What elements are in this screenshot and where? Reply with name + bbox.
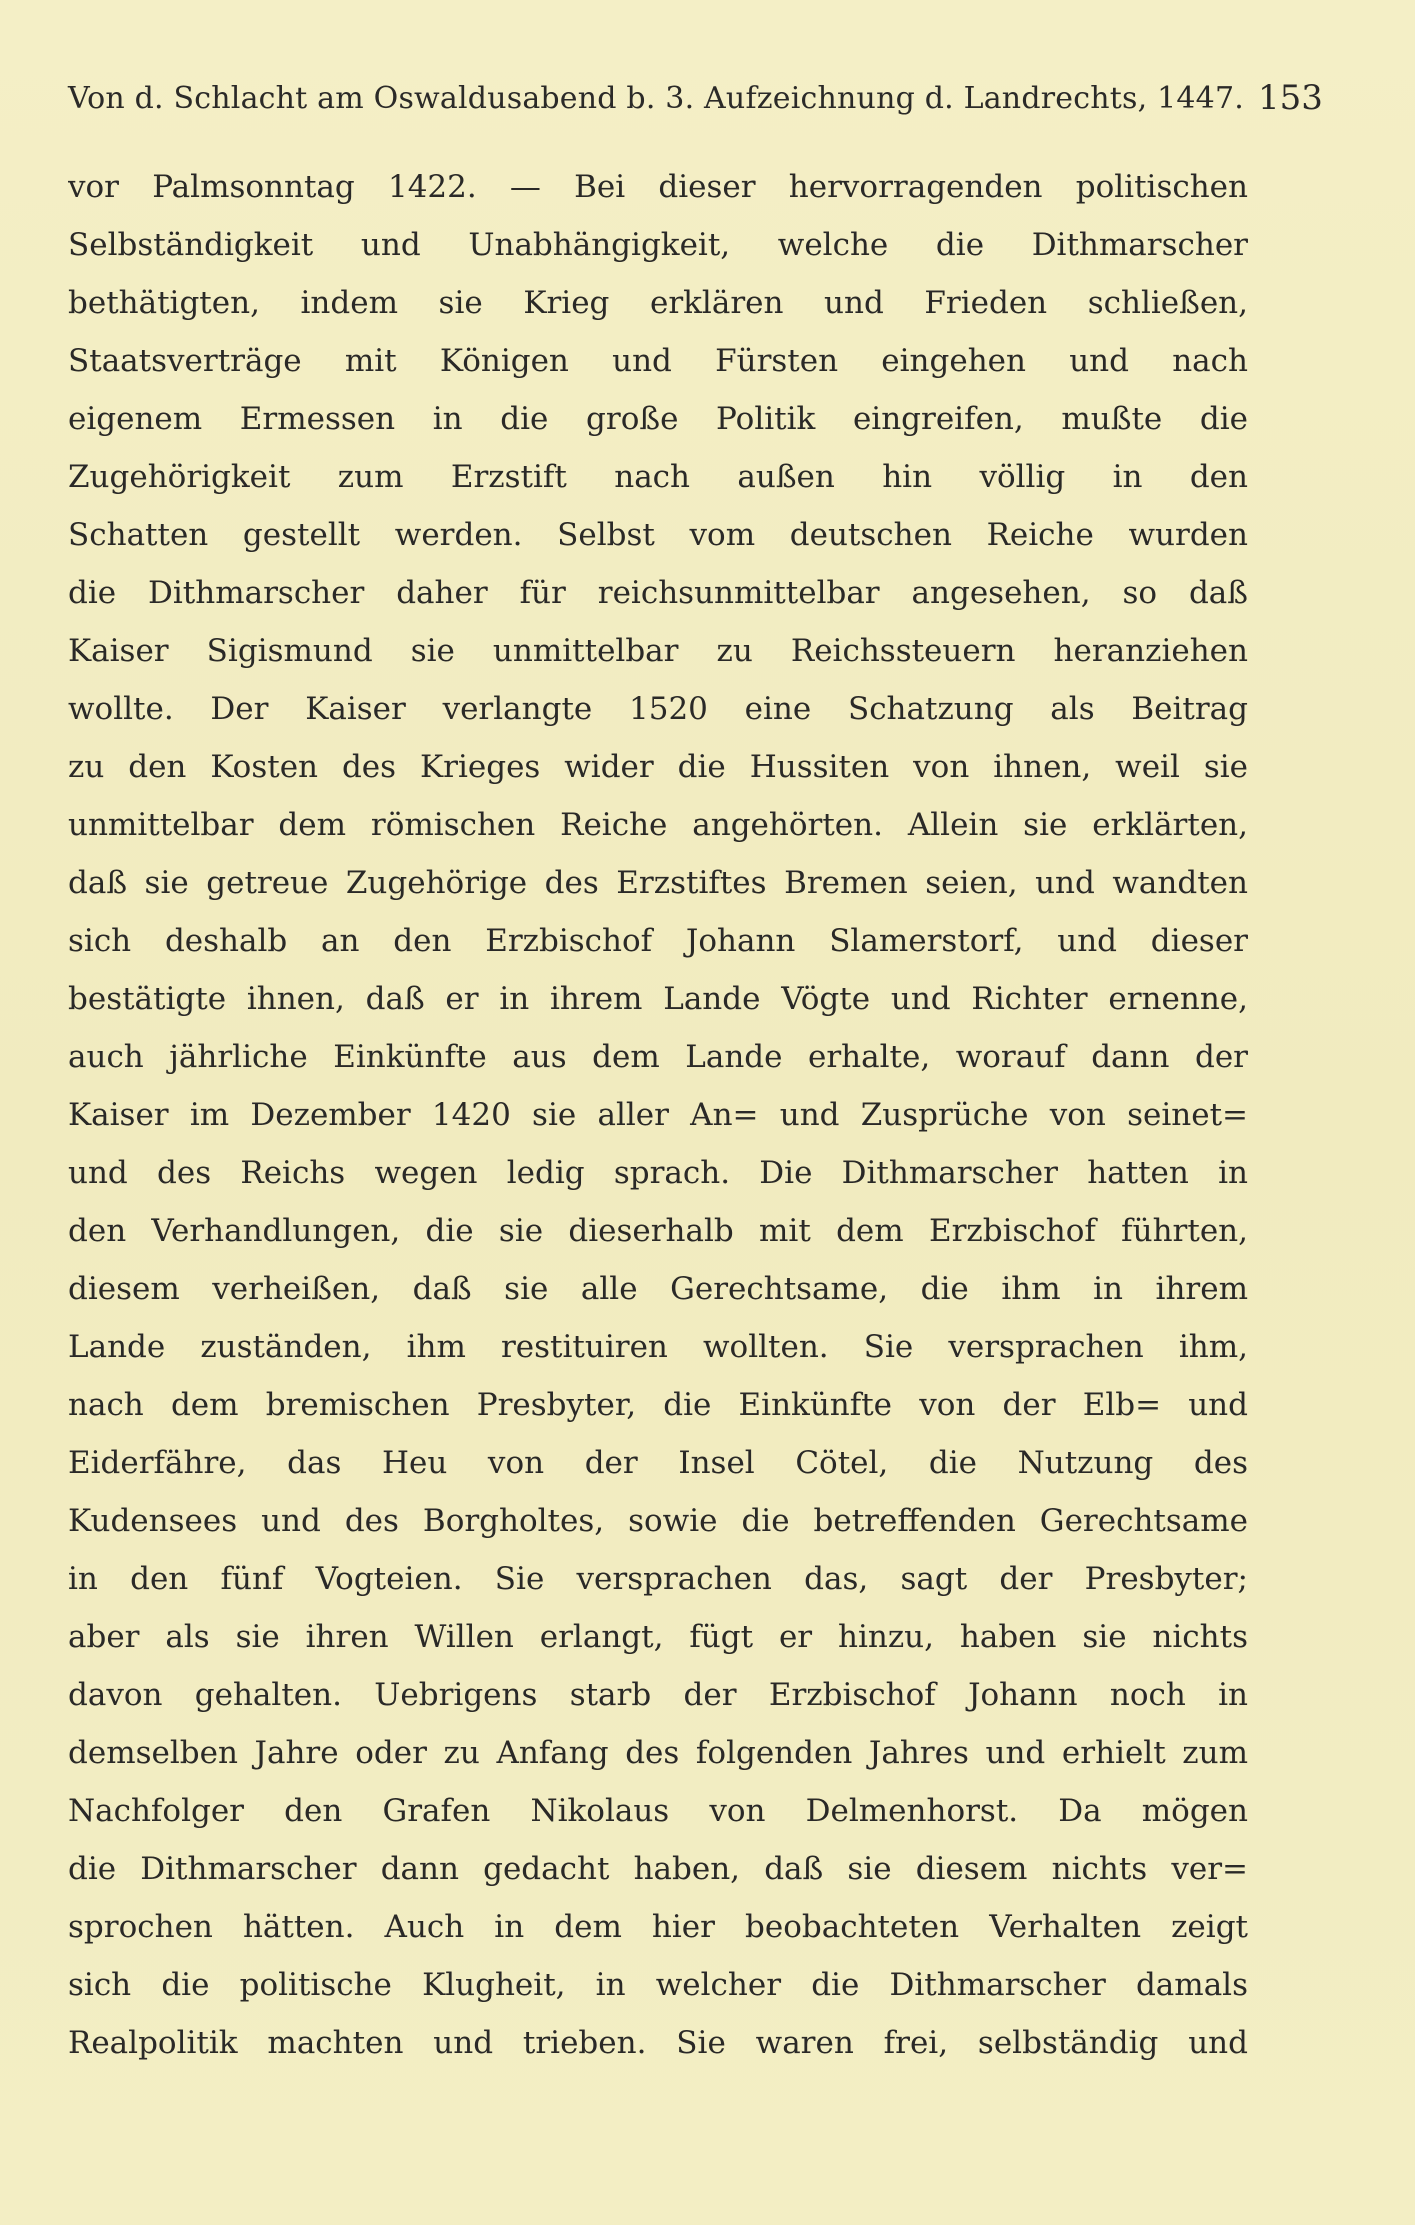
text-line: die Dithmarscher daher für reichsunmittelbar angesehen, so daß [68,575,1248,611]
header-title: Von d. Schlacht am Oswaldusabend b. 3. Aufzeichnung d. Landrechts, 1447. [68,80,1244,116]
text-line: Lande zuständen, ihm restituiren wollten. Sie versprachen ihm, [68,1329,1248,1365]
text-line: Zugehörigkeit zum Erzstift nach außen hin völlig in den [68,459,1248,495]
text-line: zu den Kosten des Krieges wider die Hussiten von ihnen, weil sie [68,749,1248,785]
text-line: Kaiser im Dezember 1420 sie aller An= und Zusprüche von seinet= [68,1097,1248,1133]
text-line: Eiderfähre, das Heu von der Insel Cötel, die Nutzung des [68,1445,1248,1481]
text-line: aber als sie ihren Willen erlangt, fügt er hinzu, haben sie nichts [68,1619,1248,1655]
text-line: nach dem bremischen Presbyter, die Einkünfte von der Elb= und [68,1387,1248,1423]
text-line: sprochen hätten. Auch in dem hier beobachteten Verhalten zeigt [68,1909,1248,1945]
text-line: eigenem Ermessen in die große Politik eingreifen, mußte die [68,401,1248,437]
text-line: Kudensees und des Borgholtes, sowie die betreffenden Gerechtsame [68,1503,1248,1539]
text-line: Selbständigkeit und Unabhängigkeit, welche die Dithmarscher [68,227,1248,263]
text-line: bethätigten, indem sie Krieg erklären und Frieden schließen, [68,285,1248,321]
running-header [68,72,1323,124]
text-line: vor Palmsonntag 1422. — Bei dieser hervorragenden politischen [68,169,1248,205]
text-line: Kaiser Sigismund sie unmittelbar zu Reichssteuern heranziehen [68,633,1248,669]
text-line: die Dithmarscher dann gedacht haben, daß sie diesem nichts ver= [68,1851,1248,1887]
text-line: bestätigte ihnen, daß er in ihrem Lande Vögte und Richter ernenne, [68,981,1248,1017]
text-line: daß sie getreue Zugehörige des Erzstiftes Bremen seien, und wandten [68,865,1248,901]
text-line: diesem verheißen, daß sie alle Gerechtsame, die ihm in ihrem [68,1271,1248,1307]
text-line: unmittelbar dem römischen Reiche angehörten. Allein sie erklärten, [68,807,1248,843]
text-line: sich deshalb an den Erzbischof Johann Slamerstorf, und dieser [68,923,1248,959]
text-line: Realpolitik machten und trieben. Sie waren frei, selbständig und [68,2025,1248,2061]
text-line: und des Reichs wegen ledig sprach. Die Dithmarscher hatten in [68,1155,1248,1191]
text-line: sich die politische Klugheit, in welcher die Dithmarscher damals [68,1967,1248,2003]
text-line: davon gehalten. Uebrigens starb der Erzbischof Johann noch in [68,1677,1248,1713]
text-line: Staatsverträge mit Königen und Fürsten eingehen und nach [68,343,1248,379]
text-line: auch jährliche Einkünfte aus dem Lande erhalte, worauf dann der [68,1039,1248,1075]
text-line: Nachfolger den Grafen Nikolaus von Delmenhorst. Da mögen [68,1793,1248,1829]
text-line: demselben Jahre oder zu Anfang des folgenden Jahres und erhielt zum [68,1735,1248,1771]
text-line: in den fünf Vogteien. Sie versprachen das, sagt der Presbyter; [68,1561,1248,1597]
body-text [68,158,1248,2072]
page-number: 153 [1257,78,1323,118]
text-line: Schatten gestellt werden. Selbst vom deutschen Reiche wurden [68,517,1248,553]
text-line: den Verhandlungen, die sie dieserhalb mit dem Erzbischof führten, [68,1213,1248,1249]
text-line: wollte. Der Kaiser verlangte 1520 eine Schatzung als Beitrag [68,691,1248,727]
